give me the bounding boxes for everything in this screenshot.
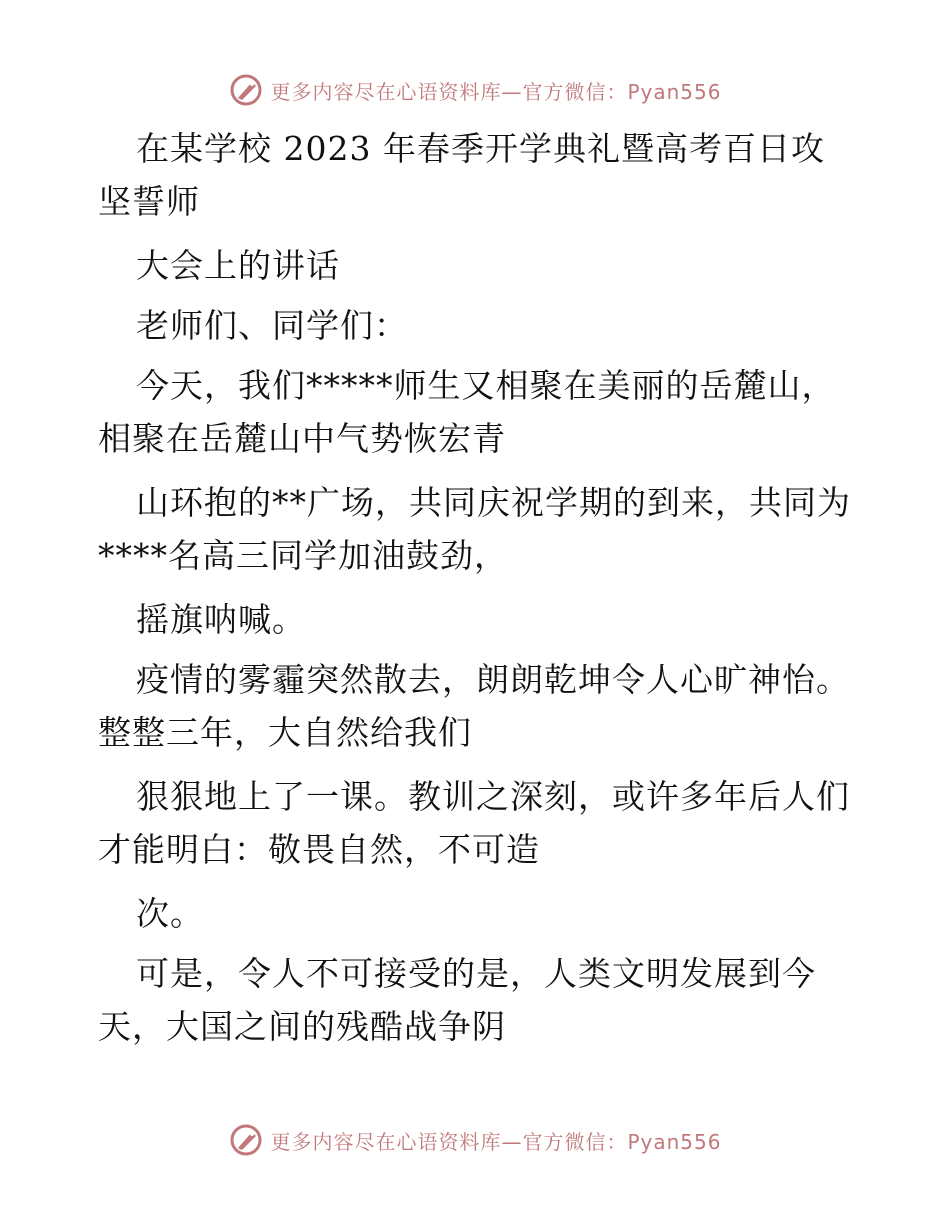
watermark-group [228, 72, 721, 108]
watermark-text: 更多内容尽在心语资料库—官方微信：Pyan556 [270, 79, 722, 104]
footer-watermark [0, 1120, 950, 1160]
header-watermark [0, 70, 950, 110]
paragraph-body: 疫情的雾霾突然散去，朗朗乾坤令人心旷神怡。整整三年，大自然给我们 [98, 660, 850, 752]
paragraph-body: 可是，令人不可接受的是，人类文明发展到今天，大国之间的残酷战争阴 [98, 954, 816, 1046]
watermark-text: 更多内容尽在心语资料库—官方微信：Pyan556 [270, 1129, 722, 1154]
paragraph-salutation: 老师们、同学们： [136, 306, 408, 345]
watermark-group [228, 1122, 721, 1158]
paragraph-body: 摇旗呐喊。 [136, 600, 306, 639]
paragraph-body: 狠狠地上了一课。教训之深刻，或许多年后人们才能明白：敬畏自然，不可造 [98, 777, 850, 869]
pen-nib-circle-icon [228, 1122, 264, 1158]
paragraph-body: 次。 [136, 894, 204, 933]
paragraph-body: 今天，我们*****师生又相聚在美丽的岳麓山，相聚在岳麓山中气势恢宏青 [98, 366, 836, 458]
paragraph-title: 在某学校 2023 年春季开学典礼暨高考百日攻坚誓师 [98, 129, 825, 221]
pen-nib-circle-icon [228, 72, 264, 108]
paragraph-title-cont: 大会上的讲话 [136, 246, 340, 285]
document-body [98, 122, 858, 1064]
paragraph-body: 山环抱的**广场，共同庆祝学期的到来，共同为****名高三同学加油鼓劲， [98, 483, 851, 575]
